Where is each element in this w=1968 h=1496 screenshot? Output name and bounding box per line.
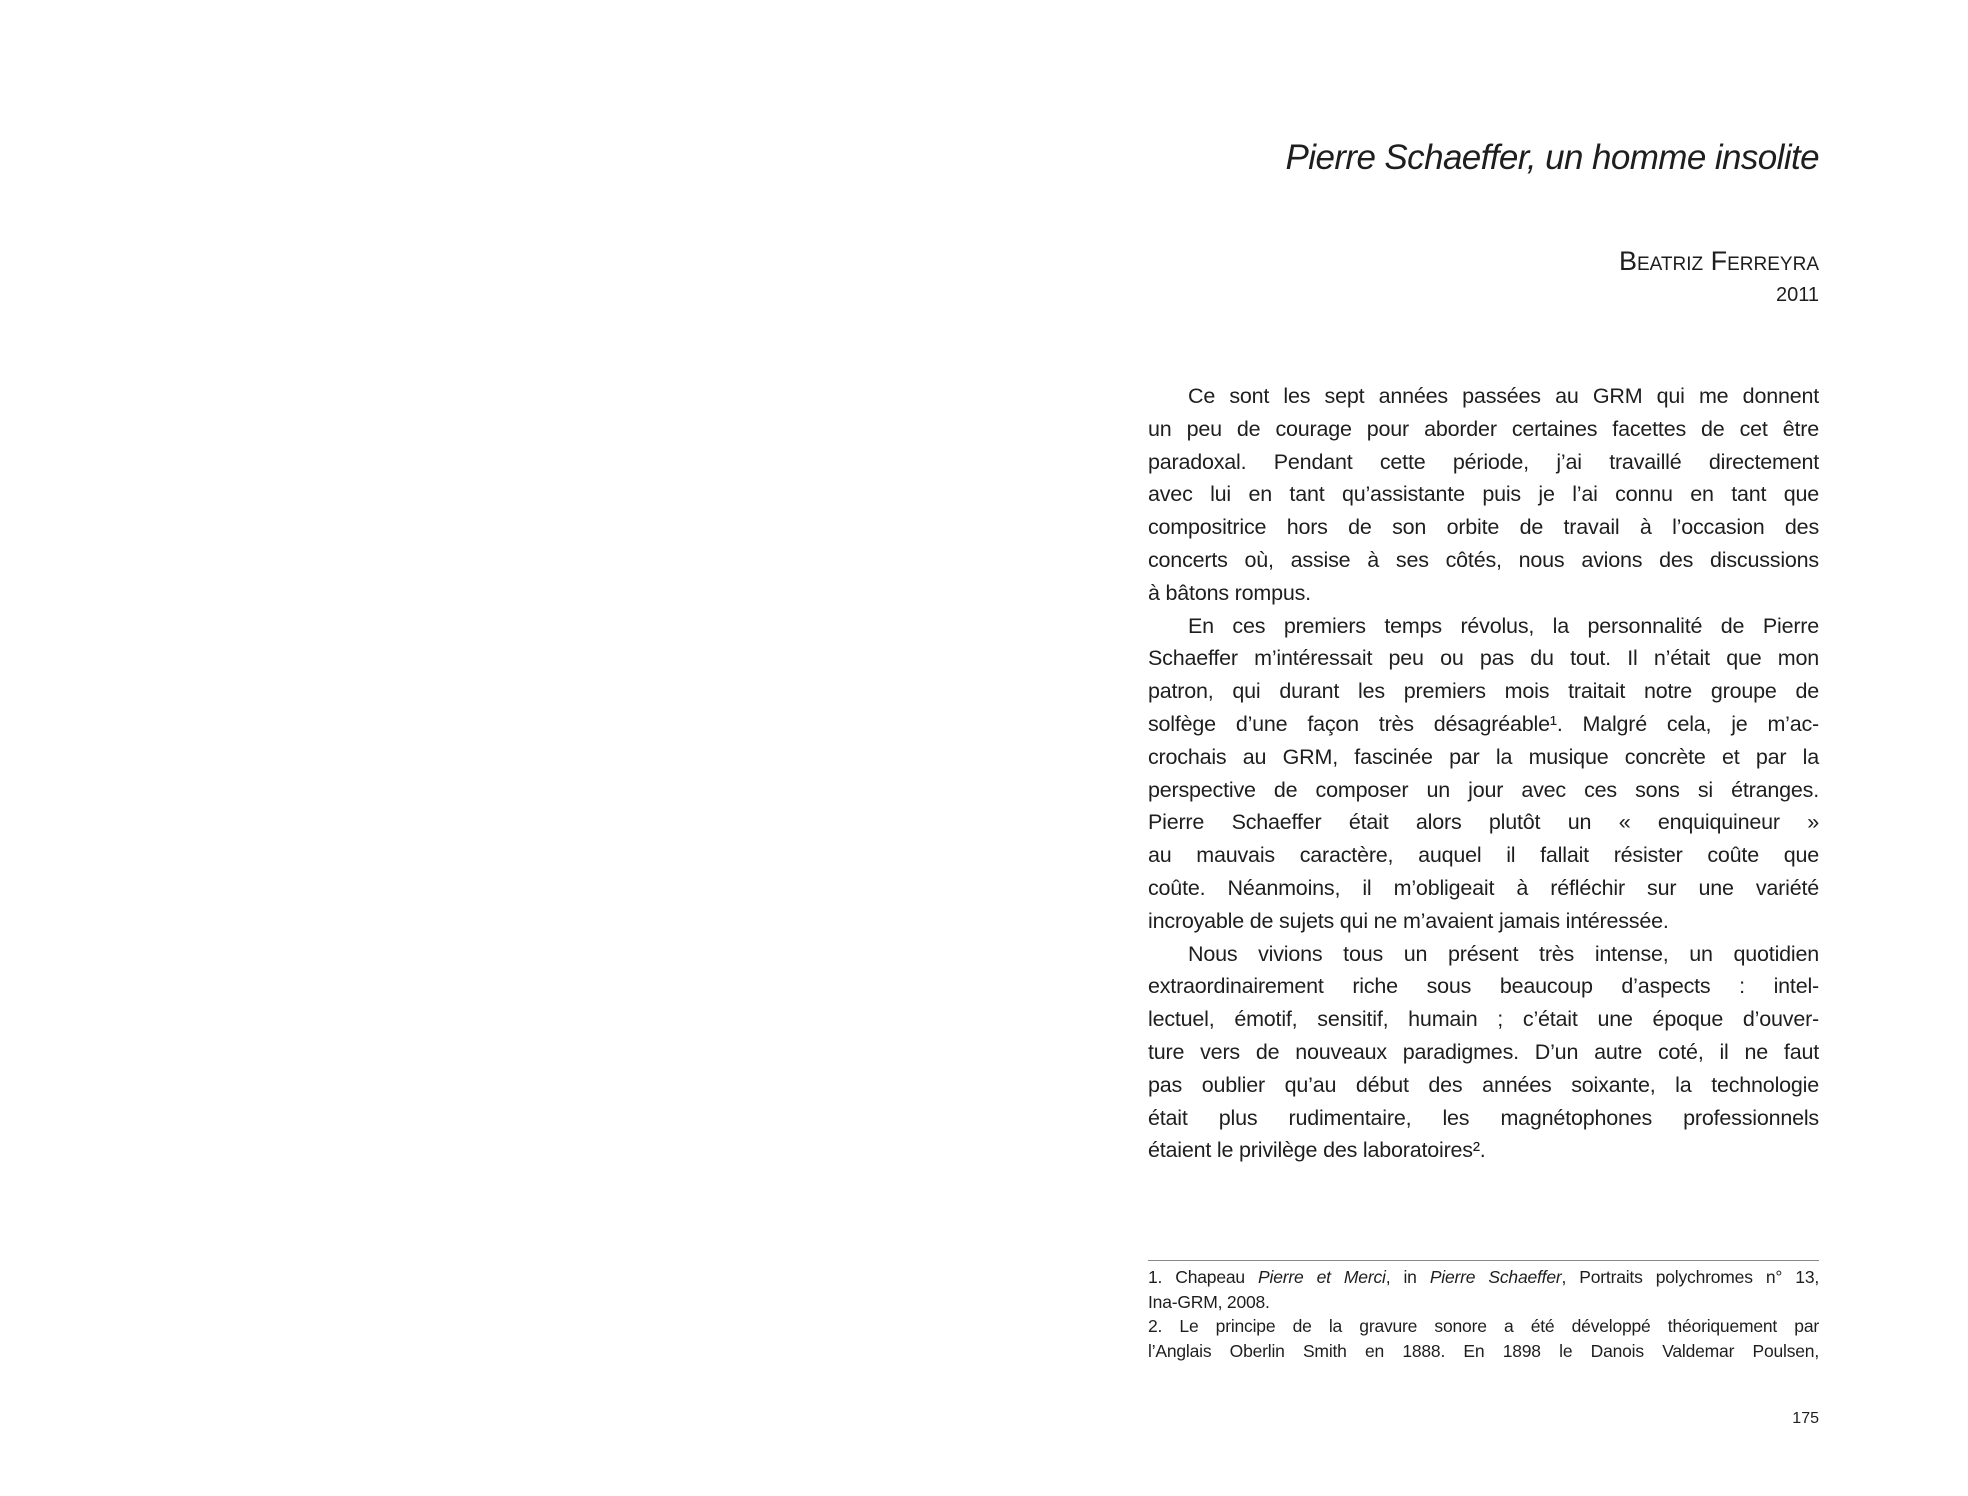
chapter-title	[1148, 138, 1819, 178]
body-line: compositrice hors de son orbite de travail à l’occasion des	[1148, 515, 1819, 540]
body-line: à bâtons rompus.	[1148, 580, 1311, 605]
footnote-1-line-2: Ina-GRM, 2008.	[1148, 1291, 1270, 1312]
body-text	[1148, 380, 1819, 1167]
body-line: étaient le privilège des laboratoires².	[1148, 1138, 1486, 1163]
author-name: Beatriz Ferreyra	[1618, 246, 1819, 276]
body-line: avec lui en tant qu’assistante puis je l’ai connu en tant que	[1148, 482, 1819, 507]
body-line: solfège d’une façon très désagréable¹. Malgré cela, je m’ac-	[1148, 711, 1819, 736]
footnote-1-italic-title: Pierre et Merci	[1258, 1267, 1386, 1287]
body-line: un peu de courage pour aborder certaines facettes de cet être	[1148, 416, 1819, 441]
body-line: lectuel, émotif, sensitif, humain ; c’était une époque d’ouver-	[1148, 1007, 1819, 1032]
body-line: coûte. Néanmoins, il m’obligeait à réfléchir sur une variété	[1148, 875, 1819, 900]
body-line: pas oublier qu’au début des années soixante, la technologie	[1148, 1072, 1819, 1097]
page-number: 175	[1792, 1410, 1819, 1427]
footnote-1-text: , Portraits polychromes n° 13,	[1561, 1267, 1820, 1287]
body-line: En ces premiers temps révolus, la personnalité de Pierre	[1188, 613, 1819, 638]
body-line: Pierre Schaeffer était alors plutôt un « enquiquineur »	[1148, 810, 1819, 835]
body-line: perspective de composer un jour avec ces sons si étranges.	[1148, 777, 1819, 802]
footnote-2-line-1: 2. Le principe de la gravure sonore a été développé théoriquement par	[1148, 1316, 1819, 1337]
footnote-2-line-2: l’Anglais Oberlin Smith en 1888. En 1898 le Danois Valdemar Poulsen,	[1148, 1340, 1819, 1361]
body-line: était plus rudimentaire, les magnétophones professionnels	[1148, 1105, 1819, 1130]
body-line: patron, qui durant les premiers mois traitait notre groupe de	[1148, 679, 1819, 704]
body-line: ture vers de nouveaux paradigmes. D’un autre coté, il ne faut	[1148, 1039, 1819, 1064]
body-line: Ce sont les sept années passées au GRM qui me donnent	[1188, 384, 1819, 408]
body-line: incroyable de sujets qui ne m’avaient jamais intéressée.	[1148, 908, 1669, 933]
footnote-1-italic-book: Pierre Schaeffer	[1429, 1267, 1562, 1287]
footnote-1-text: 1. Chapeau	[1148, 1267, 1259, 1287]
body-line: au mauvais caractère, auquel il fallait résister coûte que	[1148, 843, 1819, 868]
body-line: concerts où, assise à ses côtés, nous avions des discussions	[1148, 547, 1819, 572]
body-line: extraordinairement riche sous beaucoup d’aspects : intel-	[1148, 974, 1819, 999]
footnote-1-line-1	[1148, 1265, 1819, 1290]
chapter-title-text: Pierre Schaeffer, un homme insolite	[1285, 138, 1819, 177]
footnotes	[1148, 1265, 1819, 1363]
body-line: Schaeffer m’intéressait peu ou pas du tout. Il n’était que mon	[1148, 646, 1819, 671]
footnote-rule	[1148, 1260, 1819, 1261]
body-line: crochais au GRM, fascinée par la musique concrète et par la	[1148, 744, 1819, 769]
chapter-year: 2011	[1775, 284, 1819, 306]
body-line: paradoxal. Pendant cette période, j’ai travaillé directement	[1148, 449, 1819, 474]
footnote-1-text: , in	[1385, 1267, 1430, 1287]
body-line: Nous vivions tous un présent très intense, un quotidien	[1188, 941, 1819, 966]
